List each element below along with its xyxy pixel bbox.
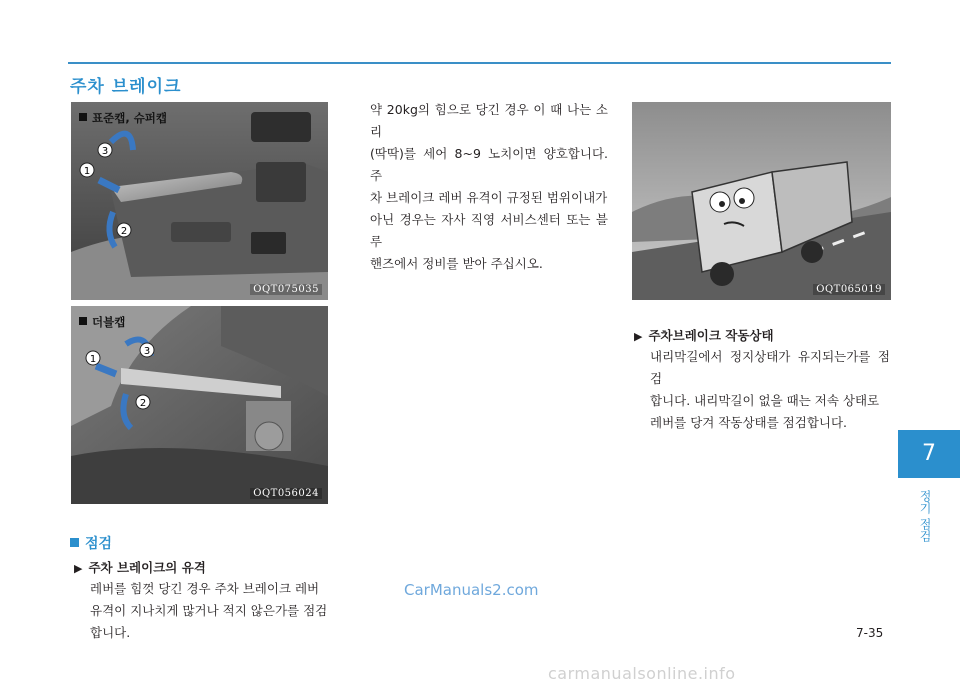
photo-code: OQT075035 — [250, 284, 322, 295]
header-rule — [68, 62, 891, 64]
photo-label-double: 더블캡 — [79, 314, 125, 330]
inspection-heading: 점검 — [70, 533, 112, 553]
page-number: 7-35 — [856, 626, 884, 640]
callout-1: 1 — [89, 354, 97, 365]
square-bullet-icon — [79, 113, 87, 121]
photo-standard-cab — [71, 102, 328, 300]
chapter-tab: 7 — [898, 430, 960, 478]
photo-double-cab — [71, 306, 328, 504]
watermark: CarManuals2.com — [404, 581, 539, 599]
callout-1: 1 — [83, 166, 91, 177]
notch-paragraph: 약 20kg의 힘으로 당긴 경우 이 때 나는 소리 (딱딱)를 세어 8~9 노치이면 양호합니다. 주 차 브레이크 레버 유격이 규정된 범위이내가 아닌 경우는 자사 직영 서비스센터 또는 블루 핸즈에서 정비를 받아 주십시오. — [370, 102, 608, 271]
free-play-heading: ▶ 주차 브레이크의 유격 — [74, 560, 206, 575]
chapter-name: 정기 점검 — [918, 490, 932, 542]
site-footer: carmanualsonline.info — [548, 664, 736, 683]
illustration-truck-slope — [632, 102, 891, 300]
section-title: 주차 브레이크 — [70, 77, 182, 97]
callout-2: 2 — [120, 226, 128, 237]
operation-heading: ▶ 주차브레이크 작동상태 — [634, 328, 774, 343]
photo-code: OQT056024 — [250, 488, 322, 499]
square-bullet-icon — [70, 538, 79, 547]
photo-label-standard: 표준캡, 슈퍼캡 — [79, 110, 167, 126]
callout-3: 3 — [101, 146, 109, 157]
free-play-paragraph: 레버를 힘껏 당긴 경우 주차 브레이크 레버 유격이 지나치게 많거나 적지 않은가를 점검 합니다. — [90, 581, 328, 640]
triangle-bullet-icon: ▶ — [634, 330, 643, 343]
square-bullet-icon — [79, 317, 87, 325]
callout-2: 2 — [139, 398, 147, 409]
photo-code: OQT065019 — [813, 284, 885, 295]
operation-paragraph: 내리막길에서 정지상태가 유지되는가를 점검 합니다. 내리막길이 없을 때는 저속 상태로 레버를 당겨 작동상태를 점검합니다. — [650, 349, 890, 430]
triangle-bullet-icon: ▶ — [74, 562, 83, 575]
callout-3: 3 — [143, 346, 151, 357]
